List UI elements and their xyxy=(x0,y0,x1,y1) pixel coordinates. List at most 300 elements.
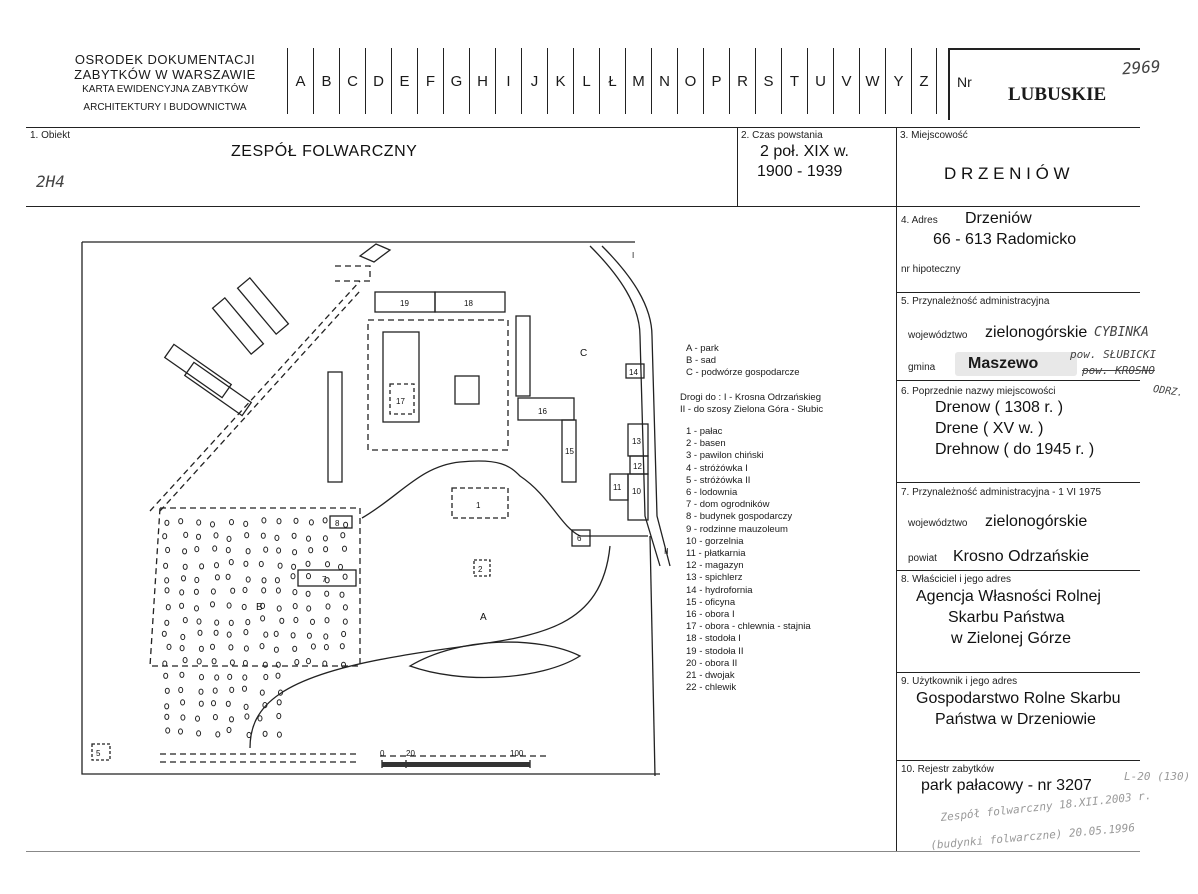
legend-building-11: 11 - płatkarnia xyxy=(686,548,746,560)
label-17: 17 xyxy=(396,397,405,406)
orchard-tree xyxy=(197,534,201,539)
building-5 xyxy=(92,744,110,760)
orchard-tree xyxy=(339,564,343,569)
orchard-tree xyxy=(344,522,348,527)
orchard-tree xyxy=(215,563,219,568)
map-frame xyxy=(82,242,660,774)
road-label-ii: II xyxy=(664,547,669,556)
scale-label-100: 100 xyxy=(510,749,524,758)
label-2: 2 xyxy=(478,565,483,574)
poprzednia-nazwa-3: Drehnow ( do 1945 r. ) xyxy=(935,441,1095,458)
orchard-tree xyxy=(306,561,310,566)
rule-col3-left xyxy=(896,127,897,851)
rule-sec7 xyxy=(896,570,1140,571)
orchard-tree xyxy=(263,731,267,736)
building-20 xyxy=(455,376,479,404)
orchard-tree xyxy=(165,620,169,625)
orchard-tree xyxy=(324,634,328,639)
gmina-handwritten-3: pow. KROSNO xyxy=(1082,364,1155,377)
legend-building-5: 5 - stróżówka II xyxy=(686,474,751,486)
legend-building-1: 1 - pałac xyxy=(686,426,723,438)
index-letter-z: Z xyxy=(911,48,937,114)
czas-powstania-line1: 2 poł. XIX w. xyxy=(760,143,849,160)
orchard-tree xyxy=(261,616,265,621)
label-11: 11 xyxy=(613,483,622,492)
legend-roads-line2: II - do szosy Zielona Góra - Słubic xyxy=(680,403,824,415)
orchard-tree xyxy=(326,562,330,567)
uzytkownik-label: 9. Użytkownik i jego adres xyxy=(901,676,1018,687)
zone-label-c: C xyxy=(580,348,588,359)
orchard-tree xyxy=(244,646,248,651)
orchard-tree xyxy=(213,688,217,693)
orchard-tree xyxy=(277,519,281,524)
legend-building-list xyxy=(686,426,886,694)
gmina-handwritten-4: ODRZ. xyxy=(1152,383,1184,400)
orchard-tree xyxy=(165,588,169,593)
orchard-tree xyxy=(277,548,281,553)
barn-left xyxy=(328,372,342,482)
orchard-tree xyxy=(197,731,201,736)
label-12: 12 xyxy=(633,462,642,471)
index-letter-a: A xyxy=(287,48,313,114)
card-type-line1: KARTA EWIDENCYJNA ZABYTKÓW xyxy=(82,84,248,95)
orchard-tree xyxy=(264,674,268,679)
orchard-tree xyxy=(182,576,186,581)
orchard-tree xyxy=(164,673,168,678)
label-8: 8 xyxy=(335,519,340,528)
orchard-tree xyxy=(227,632,231,637)
orchard-tree xyxy=(342,631,346,636)
legend-building-16: 16 - obora I xyxy=(686,609,735,621)
orchard-tree xyxy=(309,548,313,553)
gmina-handwritten-1: CYBINKA xyxy=(1094,325,1149,340)
index-letter-b: B xyxy=(313,48,339,114)
wojewodztwo-label: województwo xyxy=(908,330,968,341)
adres-label: 4. Adres xyxy=(901,215,938,226)
label-7: 7 xyxy=(322,575,327,584)
nr-hipoteczny-label: nr hipoteczny xyxy=(901,264,961,275)
orchard-tree xyxy=(212,659,216,664)
orchard-tree xyxy=(244,561,248,566)
road-label-i: I xyxy=(632,251,635,260)
gmina-handwritten-2: pow. SŁUBICKI xyxy=(1070,348,1157,361)
road-ii xyxy=(650,536,655,776)
zone-label-a: A xyxy=(480,612,487,623)
orchard-tree xyxy=(264,547,268,552)
orchard-tree xyxy=(292,533,296,538)
orchard-tree xyxy=(260,690,264,695)
legend-building-9: 9 - rodzinne mauzoleum xyxy=(686,523,788,535)
orchard-tree xyxy=(211,644,215,649)
orchard-tree xyxy=(343,546,347,551)
orchard-tree xyxy=(197,659,201,664)
orchard-tree xyxy=(274,631,278,636)
orchard-strip-1 xyxy=(213,298,264,354)
orchard-tree xyxy=(212,701,216,706)
orchard-tree xyxy=(323,518,327,523)
legend-building-7: 7 - dom ogrodników xyxy=(686,499,770,511)
orchard-tree xyxy=(343,574,347,579)
index-letter-c: C xyxy=(339,48,365,114)
orchard-tree xyxy=(277,606,281,611)
legend-building-4: 4 - stróżówka I xyxy=(686,462,748,474)
orchard-tree xyxy=(276,673,280,678)
index-letter-o: O xyxy=(677,48,703,114)
miejscowosc-label: 3. Miejscowość xyxy=(900,130,968,141)
index-letter-f: F xyxy=(417,48,443,114)
scale-bar-fill xyxy=(382,762,530,767)
legend-building-20: 20 - obora II xyxy=(686,657,738,669)
powiat-value: Krosno Odrzańskie xyxy=(953,548,1090,565)
orchard-tree xyxy=(262,588,266,593)
legend-building-10: 10 - gorzelnia xyxy=(686,535,744,547)
orchard-tree xyxy=(307,574,311,579)
orchard-tree xyxy=(306,591,310,596)
orchard-tree xyxy=(180,672,184,677)
org-name-line1: OSRODEK DOKUMENTACJI xyxy=(74,52,256,67)
orchard-tree xyxy=(229,560,233,565)
orchard-tree xyxy=(197,619,201,624)
index-letter-h: H xyxy=(469,48,495,114)
orchard-tree xyxy=(307,633,311,638)
przynaleznosc-1975-label: 7. Przynależność administracyjna - 1 VI 1975 xyxy=(901,487,1102,498)
rule-col2-left xyxy=(737,127,738,207)
orchard-tree xyxy=(326,604,330,609)
powiat-label: powiat xyxy=(908,553,937,564)
rule-bottom xyxy=(26,851,1140,852)
gmina-value: Maszewo xyxy=(968,355,1039,372)
orchard-tree xyxy=(343,619,347,624)
scale-label-20: 20 xyxy=(406,749,415,758)
legend-zone-a: A - park xyxy=(686,343,719,354)
legend-building-15: 15 - oficyna xyxy=(686,596,736,608)
orchard-tree xyxy=(197,520,201,525)
orchard-tree xyxy=(164,563,168,568)
index-letter-u: U xyxy=(807,48,833,114)
orchard-tree xyxy=(307,659,311,664)
orchard-tree xyxy=(244,521,248,526)
orchard-tree xyxy=(262,518,266,523)
rule-header-bottom xyxy=(26,127,1140,128)
index-letter-w: W xyxy=(859,48,885,114)
nr-label: Nr xyxy=(957,74,972,90)
orchard-tree xyxy=(180,646,184,651)
orchard-tree xyxy=(260,644,264,649)
orchard-tree xyxy=(325,618,329,623)
orchard-tree xyxy=(166,605,170,610)
uzytkownik-line1: Gospodarstwo Rolne Skarbu xyxy=(916,690,1121,707)
lane-bottom xyxy=(160,754,360,762)
road-i-edge xyxy=(602,246,670,566)
orchard-tree xyxy=(343,605,347,610)
orchard-tree xyxy=(230,717,234,722)
orchard-tree xyxy=(183,618,187,623)
index-letter-e: E xyxy=(391,48,417,114)
issuing-institution xyxy=(60,52,270,115)
legend-building-17: 17 - obora - chlewnia - stajnia xyxy=(686,621,811,633)
road-i xyxy=(590,246,660,566)
obiekt-value: ZESPÓŁ FOLWARCZNY xyxy=(231,143,418,160)
rule-sec9 xyxy=(896,760,1140,761)
orchard-tree xyxy=(211,602,215,607)
uzytkownik-line2: Państwa w Drzeniowie xyxy=(935,711,1096,728)
orchard-tree xyxy=(162,631,166,636)
legend-building-19: 19 - stodoła II xyxy=(686,645,744,657)
index-letter-v: V xyxy=(833,48,859,114)
index-letter-i: I xyxy=(495,48,521,114)
rejestr-handwritten-3: (budynki folwarczne) 20.05.1996 xyxy=(929,821,1136,852)
wlasciciel-line1: Agencja Własności Rolnej xyxy=(916,588,1101,605)
legend-building-13: 13 - spichlerz xyxy=(686,572,743,584)
pond xyxy=(410,642,580,677)
obiekt-handwritten-note: 2H4 xyxy=(36,172,65,191)
rejestr-handwritten-1: L-20 (130) xyxy=(1124,770,1191,783)
rejestr-handwritten-2: Zespół folwarczny 18.XII.2003 r. xyxy=(939,788,1153,825)
label-15: 15 xyxy=(565,447,574,456)
label-1: 1 xyxy=(476,501,481,510)
orchard-tree xyxy=(230,520,234,525)
building-8 xyxy=(330,516,352,528)
legend-zone-c: C - podwórze gospodarcze xyxy=(686,367,800,379)
index-letter-ł: Ł xyxy=(599,48,625,114)
orchard-tree xyxy=(163,534,167,539)
orchard-tree xyxy=(280,618,284,623)
orchard-tree xyxy=(179,519,183,524)
label-13: 13 xyxy=(632,437,641,446)
site-plan-map xyxy=(80,236,680,778)
scale-label-0: 0 xyxy=(380,749,385,758)
orchard-tree xyxy=(276,662,280,667)
poprzednia-nazwa-1: Drenow ( 1308 r. ) xyxy=(935,399,1064,416)
orchard-tree xyxy=(243,587,247,592)
rejestr-value: park pałacowy - nr 3207 xyxy=(921,777,1092,794)
index-letter-m: M xyxy=(625,48,651,114)
orchard-tree xyxy=(179,687,183,692)
orchard-tree xyxy=(243,686,247,691)
rule-sec6 xyxy=(896,482,1140,483)
orchard-tree xyxy=(246,620,250,625)
orchard-tree xyxy=(277,732,281,737)
wlasciciel-label: 8. Właściciel i jego adres xyxy=(901,574,1012,585)
park-boundary xyxy=(362,461,648,536)
rejestr-label: 10. Rejestr zabytków xyxy=(901,764,994,775)
orchard-tree xyxy=(293,550,297,555)
label-16: 16 xyxy=(538,407,547,416)
legend-building-21: 21 - dwojak xyxy=(686,670,735,682)
orchard-tree xyxy=(231,588,235,593)
orchard-tree xyxy=(277,700,281,705)
index-letter-y: Y xyxy=(885,48,911,114)
orchard-tree xyxy=(196,716,200,721)
index-letter-strip xyxy=(287,48,937,114)
index-letter-d: D xyxy=(365,48,391,114)
orchard-tree xyxy=(311,644,315,649)
index-letter-j: J xyxy=(521,48,547,114)
orchard-tree xyxy=(215,620,219,625)
legend-building-8: 8 - budynek gospodarczy xyxy=(686,511,793,523)
wojewodztwo-value: zielonogórskie xyxy=(985,324,1088,341)
orchard-tree xyxy=(244,704,248,709)
entrance-gate xyxy=(360,244,390,262)
czas-powstania-line2: 1900 - 1939 xyxy=(757,163,843,180)
poprzednie-nazwy-label: 6. Poprzednie nazwy miejscowości xyxy=(901,386,1056,397)
orchard-tree xyxy=(274,647,278,652)
legend-building-18: 18 - stodoła I xyxy=(686,633,741,645)
orchard-tree xyxy=(181,715,185,720)
orchard-tree xyxy=(293,646,297,651)
orchard-tree xyxy=(293,604,297,609)
orchard-tree xyxy=(244,630,248,635)
orchard-tree xyxy=(181,700,185,705)
orchard-tree xyxy=(246,549,250,554)
rule-sec4 xyxy=(896,292,1140,293)
building-14-left xyxy=(516,316,530,396)
miejscowosc-value: D R Z E N I Ó W xyxy=(944,164,1070,183)
orchard-tree xyxy=(213,546,217,551)
orchard-tree xyxy=(294,617,298,622)
legend-building-2: 2 - basen xyxy=(686,438,726,450)
orchard-tree xyxy=(340,644,344,649)
rule-sec8 xyxy=(896,672,1140,673)
index-letter-g: G xyxy=(443,48,469,114)
orchard-tree xyxy=(230,687,234,692)
orchard-tree xyxy=(341,533,345,538)
wlasciciel-line2: Skarbu Państwa xyxy=(948,609,1065,626)
orchard-tree xyxy=(195,577,199,582)
orchard-tree xyxy=(227,727,231,732)
orchard-tree xyxy=(309,520,313,525)
orchard-tree xyxy=(294,518,298,523)
orchard-tree xyxy=(199,701,203,706)
orchard-tree xyxy=(199,646,203,651)
orchard-strip-3 xyxy=(165,344,232,397)
index-letter-r: R xyxy=(729,48,755,114)
legend-building-22: 22 - chlewik xyxy=(686,682,737,694)
orchard-tree xyxy=(216,732,220,737)
orchard-tree xyxy=(230,660,234,665)
legend-zone-b: B - sad xyxy=(686,355,717,367)
adres-line2: 66 - 613 Radomicko xyxy=(933,231,1077,248)
orchard-strip-2 xyxy=(238,278,289,334)
building-17-outer xyxy=(383,332,419,422)
orchard-tree xyxy=(200,675,204,680)
orchard-tree xyxy=(291,633,295,638)
orchard-tree xyxy=(226,548,230,553)
legend-building-14: 14 - hydrofornia xyxy=(686,584,753,596)
orchard-tree xyxy=(325,591,329,596)
orchard-tree xyxy=(184,532,188,537)
orchard-strip-4 xyxy=(185,362,252,415)
label-6: 6 xyxy=(577,534,582,543)
index-letter-t: T xyxy=(781,48,807,114)
orchard-tree xyxy=(198,630,202,635)
orchard-tree xyxy=(262,578,266,583)
orchard-tree xyxy=(195,606,199,611)
orchard-tree xyxy=(311,619,315,624)
orchard-tree xyxy=(258,716,262,721)
orchard-tree xyxy=(227,536,231,541)
czas-powstania-label: 2. Czas powstania xyxy=(741,130,823,141)
legend-building-12: 12 - magazyn xyxy=(686,560,744,572)
rule-sec5 xyxy=(896,380,1140,381)
orchard-tree xyxy=(259,561,263,566)
label-14: 14 xyxy=(629,368,638,377)
index-letter-n: N xyxy=(651,48,677,114)
orchard-tree xyxy=(226,574,230,579)
orchard-tree xyxy=(165,688,169,693)
orchard-tree xyxy=(165,520,169,525)
orchard-tree xyxy=(292,564,296,569)
orchard-tree xyxy=(179,729,183,734)
index-letter-p: P xyxy=(703,48,729,114)
region-stamp: LUBUSKIE xyxy=(1008,84,1107,105)
orchard-tree xyxy=(195,547,199,552)
orchard-tree xyxy=(180,590,184,595)
gmina-label: gmina xyxy=(908,362,936,373)
orchard-tree xyxy=(199,689,203,694)
orchard-tree xyxy=(183,658,187,663)
orchard-tree xyxy=(166,547,170,552)
orchard-tree xyxy=(323,536,327,541)
orchard-tree xyxy=(183,549,187,554)
orchard-tree xyxy=(211,589,215,594)
orchard-tree xyxy=(180,603,184,608)
orchard-tree xyxy=(227,603,231,608)
orchard-tree xyxy=(293,590,297,595)
orchard-tree xyxy=(340,592,344,597)
orchard-tree xyxy=(277,713,281,718)
orchard-tree xyxy=(200,564,204,569)
index-letter-s: S xyxy=(755,48,781,114)
orchard-tree xyxy=(275,535,279,540)
wojewodztwo-1975-value: zielonogórskie xyxy=(985,513,1088,530)
orchard-tree xyxy=(324,645,328,650)
orchard-tree xyxy=(245,714,249,719)
orchard-tree xyxy=(307,536,311,541)
orchard-tree xyxy=(211,522,215,527)
index-letter-l: L xyxy=(573,48,599,114)
label-5: 5 xyxy=(96,749,101,758)
zone-label-b: B xyxy=(256,602,263,613)
orchard-tree xyxy=(181,634,185,639)
courtyard-enclosure xyxy=(368,320,508,450)
orchard-tree xyxy=(242,604,246,609)
poprzednia-nazwa-2: Drene ( XV w. ) xyxy=(935,420,1044,437)
orchard-tree xyxy=(166,728,170,733)
orchard-tree xyxy=(165,714,169,719)
orchard-tree xyxy=(276,588,280,593)
org-name-line2: ZABYTKÓW W WARSZAWIE xyxy=(74,67,256,82)
orchard-tree xyxy=(261,533,265,538)
orchard-tree xyxy=(246,577,250,582)
legend-building-6: 6 - lodownia xyxy=(686,487,738,499)
orchard-tree xyxy=(215,575,219,580)
orchard-tree xyxy=(167,644,171,649)
orchard-tree xyxy=(228,674,232,679)
orchard-tree xyxy=(165,578,169,583)
orchard-tree xyxy=(194,589,198,594)
orchard-tree xyxy=(226,701,230,706)
orchard-tree xyxy=(243,675,247,680)
nr-handwritten: 2969 xyxy=(1121,56,1162,79)
orchard-tree xyxy=(214,630,218,635)
orchard-tree xyxy=(183,564,187,569)
orchard-tree xyxy=(243,661,247,666)
adres-line1: Drzeniów xyxy=(965,210,1032,227)
orchard-tree xyxy=(278,563,282,568)
orchard-tree xyxy=(165,704,169,709)
orchard-tree xyxy=(214,533,218,538)
